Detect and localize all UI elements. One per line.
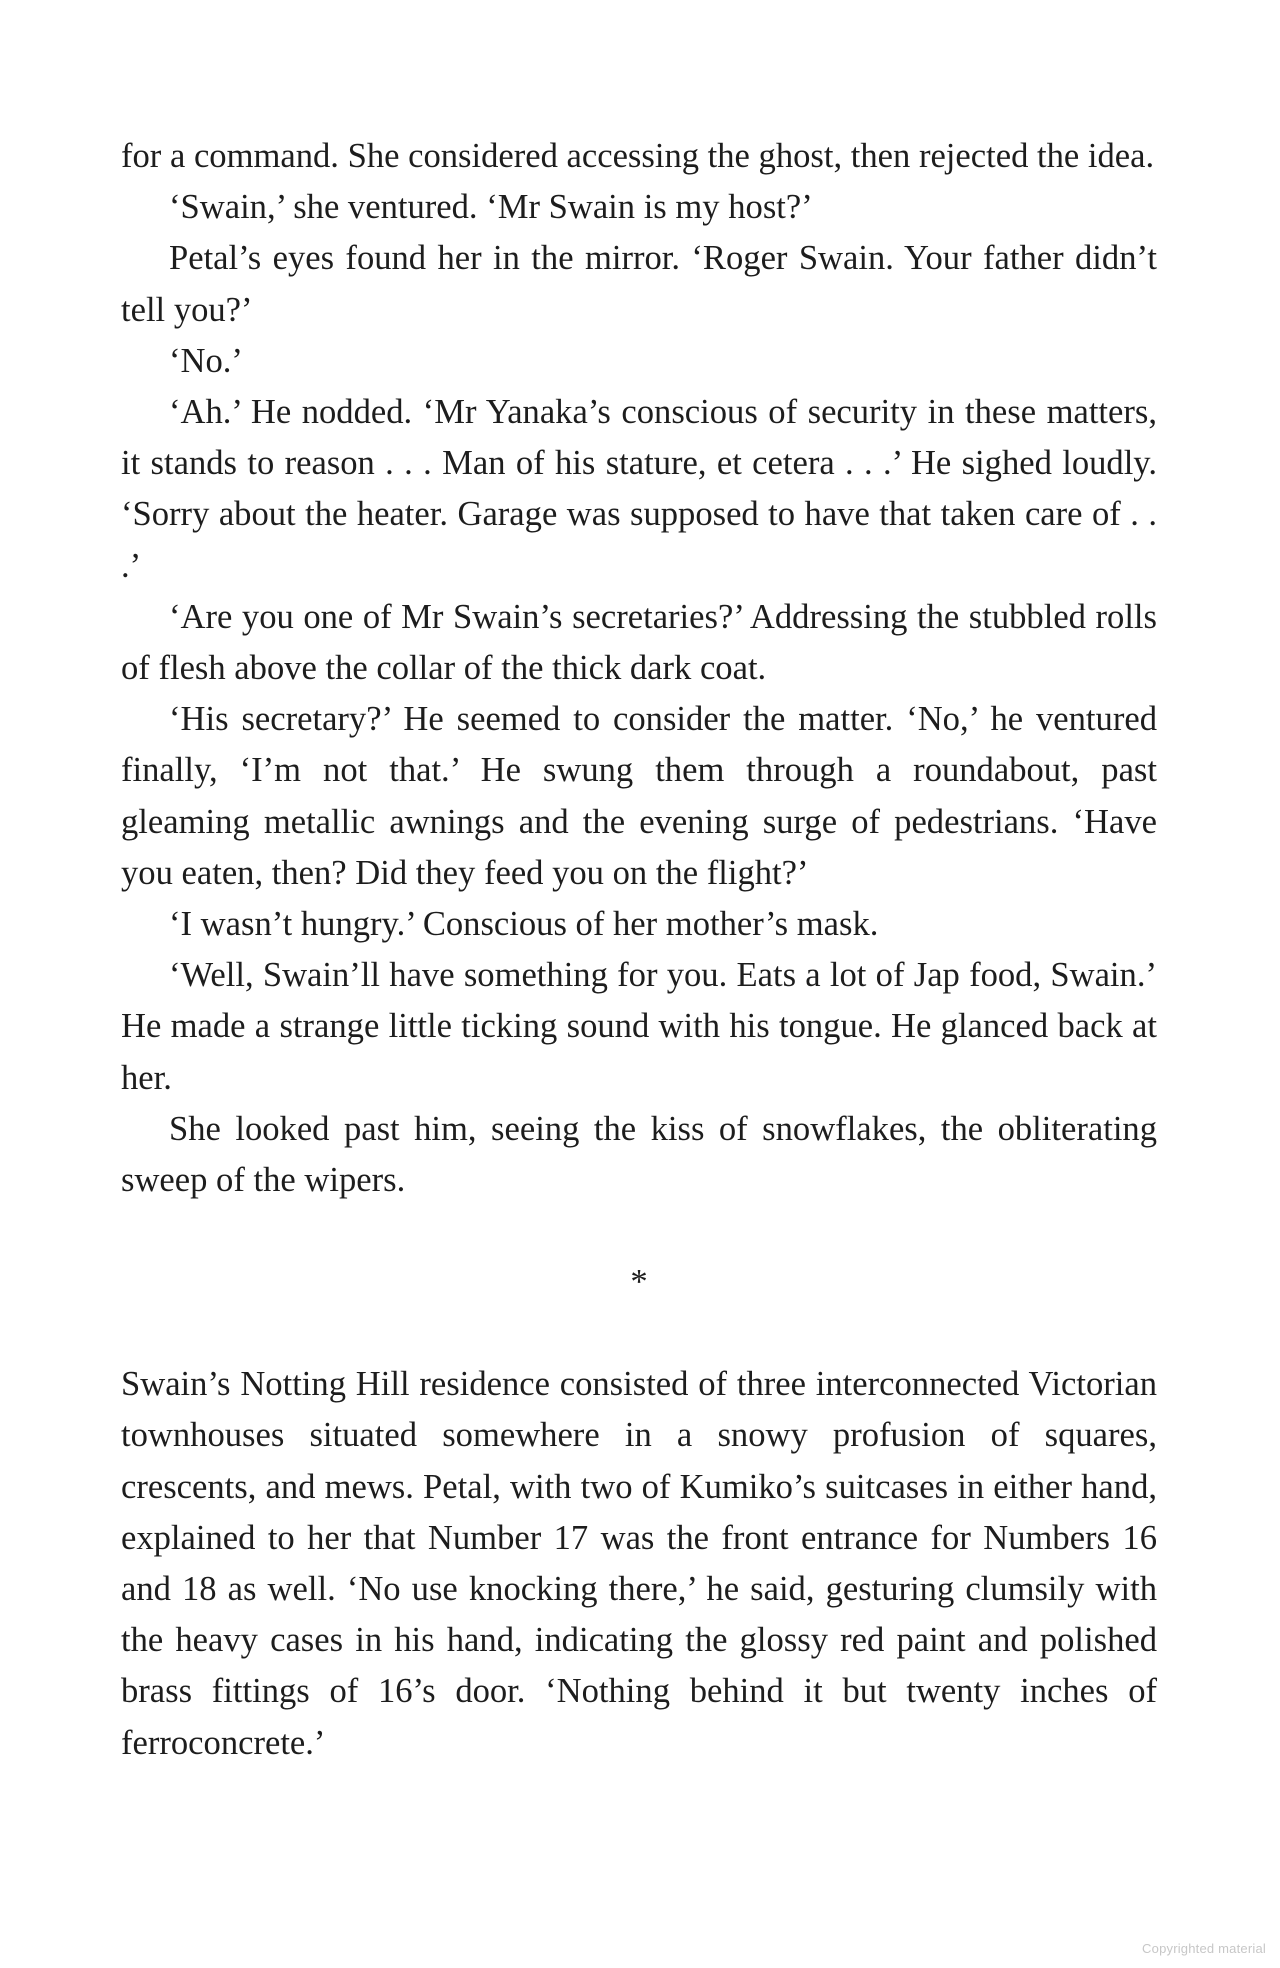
paragraph: ‘Ah.’ He nodded. ‘Mr Yanaka’s conscious of security in these matters, it stands to reason . . . Man of his stature, et cetera . . .’ He sighed loudly. ‘Sorry about the heater. Garage was supposed to have that taken care of . . .’ — [121, 393, 1157, 585]
paragraph: ‘Well, Swain’ll have something for you. Eats a lot of Jap food, Swain.’ He made a strange little ticking sound with his tongue. He glanced back at her. — [121, 956, 1157, 1097]
paragraph: ‘No.’ — [169, 341, 243, 380]
paragraph: ‘Are you one of Mr Swain’s secretaries?’ Addressing the stubbled rolls of flesh above the collar of the thick dark coat. — [121, 597, 1157, 688]
paragraph: ‘His secretary?’ He seemed to consider the matter. ‘No,’ he ventured finally, ‘I’m not that.’ He swung them through a roundabout, past gleaming metallic awnings and the evening surge of pedestrians. ‘Have you eaten, then? Did they feed you on the flight?’ — [121, 700, 1157, 892]
section-break: * — [630, 1263, 648, 1302]
paragraph: She looked past him, seeing the kiss of snowflakes, the obliterating sweep of the wipers. — [121, 1109, 1157, 1200]
book-page-text — [121, 131, 1157, 1769]
paragraph-section-start: Swain’s Notting Hill residence consisted of three interconnected Victorian townhouses situated somewhere in a snowy profusion of squares, crescents, and mews. Petal, with two of Kumiko’s suitcases in either hand, explained to her that Number 17 was the front entrance for Numbers 16 and 18 as well. ‘No use knocking there,’ he said, gesturing clumsily with the heavy cases in his hand, indicating the glossy red paint and polished brass fittings of 16’s door. ‘Nothing behind it but twenty inches of ferroconcrete.’ — [121, 1365, 1157, 1762]
paragraph: ‘I wasn’t hungry.’ Conscious of her mother’s mask. — [169, 905, 879, 944]
paragraph: Petal’s eyes found her in the mirror. ‘Roger Swain. Your father didn’t tell you?’ — [121, 239, 1157, 329]
paragraph: ‘Swain,’ she ventured. ‘Mr Swain is my host?’ — [169, 188, 813, 227]
paragraph-continued: for a command. She considered accessing the ghost, then rejected the idea. — [121, 137, 1155, 175]
copyright-watermark: Copyrighted material — [1142, 1941, 1266, 1956]
